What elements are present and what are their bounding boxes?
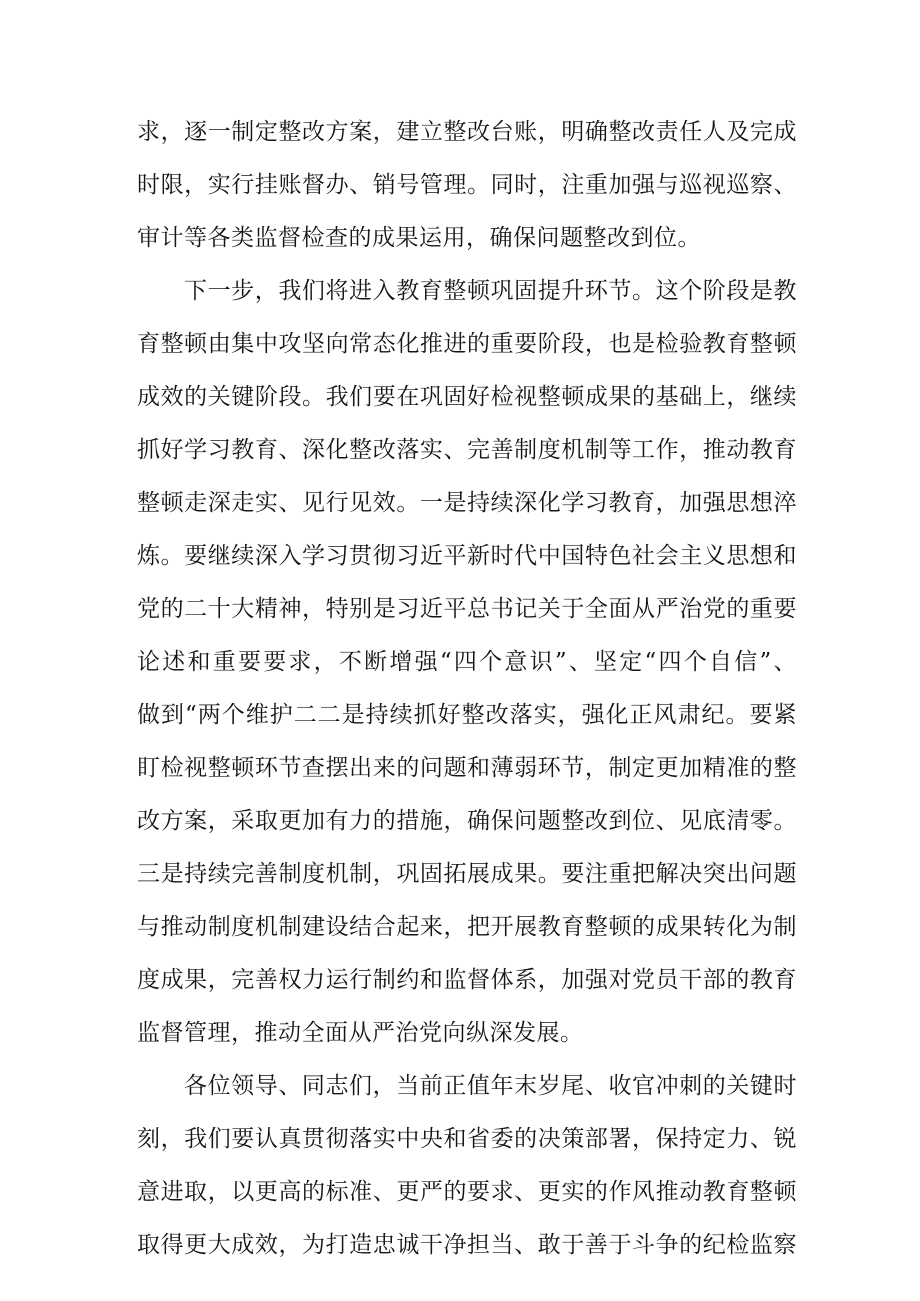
text-line: 取得更大成效，为打造忠诚干净担当、敢于善于斗争的纪检监察 xyxy=(137,1232,797,1258)
text-line: 党的二十大精神，特别是习近平总书记关于全面从严治党的重要 xyxy=(137,596,797,622)
text-line: 监督管理，推动全面从严治党向纵深发展。 xyxy=(137,1020,584,1046)
text-line: 下一步，我们将进入教育整顿巩固提升环节。这个阶段是教 xyxy=(184,278,797,304)
text-line: 度成果，完善权力运行制约和监督体系，加强对党员干部的教育 xyxy=(137,967,797,993)
text-line: 审计等各类监督检查的成果运用，确保问题整改到位。 xyxy=(137,225,701,251)
text-line: 育整顿由集中攻坚向常态化推进的重要阶段，也是检验教育整顿 xyxy=(137,331,797,357)
text-line: 改方案，采取更加有力的措施，确保问题整改到位、见底清零。 xyxy=(137,808,797,834)
text-line: 意进取，以更高的标准、更严的要求、更实的作风推动教育整顿 xyxy=(137,1179,797,1205)
text-line: 盯检视整顿环节查摆出来的问题和薄弱环节，制定更加精准的整 xyxy=(137,755,797,781)
text-line: 做到“两个维护二二是持续抓好整改落实，强化正风肃纪。要紧 xyxy=(137,702,797,728)
text-line: 炼。要继续深入学习贯彻习近平新时代中国特色社会主义思想和 xyxy=(137,543,797,569)
text-line: 与推动制度机制建设结合起来，把开展教育整顿的成果转化为制 xyxy=(137,914,797,940)
text-line: 整顿走深走实、见行见效。一是持续深化学习教育，加强思想淬 xyxy=(137,490,797,516)
text-line: 求，逐一制定整改方案，建立整改台账，明确整改责任人及完成 xyxy=(137,119,797,145)
text-line: 各位领导、同志们，当前正值年末岁尾、收官冲刺的关键时 xyxy=(184,1073,797,1099)
text-line: 抓好学习教育、深化整改落实、完善制度机制等工作，推动教育 xyxy=(137,437,797,463)
text-line: 刻，我们要认真贯彻落实中央和省委的决策部署，保持定力、锐 xyxy=(137,1126,797,1152)
text-line: 时限，实行挂账督办、销号管理。同时，注重加强与巡视巡察、 xyxy=(137,172,797,198)
text-line: 成效的关键阶段。我们要在巩固好检视整顿成果的基础上，继续 xyxy=(137,384,797,410)
text-line: 论述和重要要求，不断增强“四个意识”、坚定“四个自信”、 xyxy=(137,649,797,675)
text-line: 三是持续完善制度机制，巩固拓展成果。要注重把解决突出问题 xyxy=(137,861,797,887)
